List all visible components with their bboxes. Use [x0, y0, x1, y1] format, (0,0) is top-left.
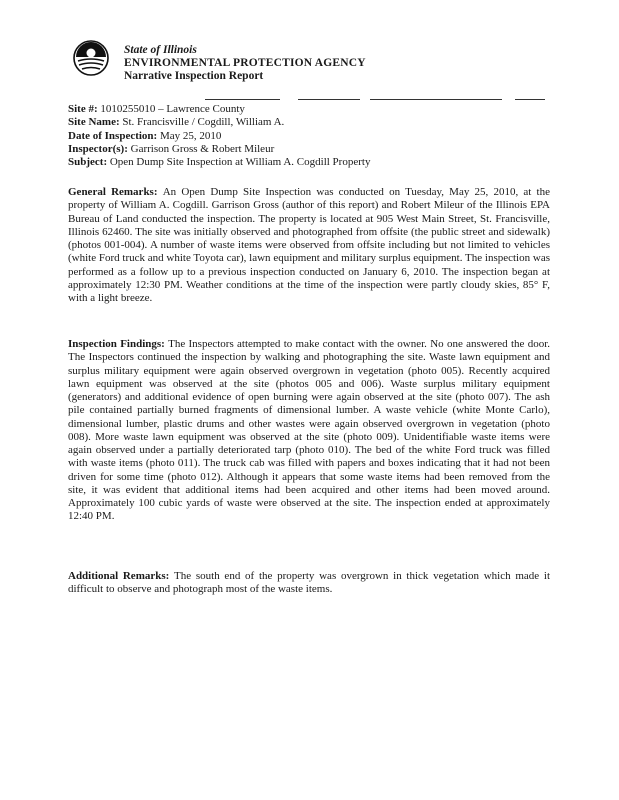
additional-remarks-label: Additional Remarks:: [68, 570, 175, 582]
inspectors-label: Inspector(s):: [68, 142, 131, 155]
inspection-findings-paragraph: [68, 338, 550, 524]
site-info: [68, 103, 370, 169]
inspection-date-label: Date of Inspection:: [68, 129, 160, 142]
site-number-row: [68, 103, 370, 116]
report-type: Narrative Inspection Report: [124, 70, 264, 82]
header-rule: [298, 99, 360, 100]
subject-value: Open Dump Site Inspection at William A. Cogdill Property: [109, 156, 371, 169]
general-remarks-paragraph: [68, 186, 550, 305]
general-remarks-label: General Remarks:: [68, 186, 163, 198]
general-remarks-text: An Open Dump Site Inspection was conducted on Tuesday, May 25, 2010, at the property of William A. Cogdill. Garrison Gross (author of this report) and Robert Mileur of the Illinois EPA Bureau of Land conducted the inspection. The property is located at 905 West Main Street, St. Francisville, Illinois 62460. The site was initially observed and photographed from offsite (the public street and sidewalk) (photos 001-004). A number of waste items were observed from offsite including but not limited to vehicles (white Ford truck and white Toyota car), lawn equipment and military surplus equipment. The inspection was performed as a follow up to a previous inspection conducted on January 6, 2010. The inspection began at approximately 12:30 PM. Weather conditions at the time of the inspection were partly cloudy skies, 85° F, with a light breeze.: [68, 186, 550, 304]
header-rule: [515, 99, 545, 100]
site-name-label: Site Name:: [68, 116, 123, 129]
inspection-date-row: [68, 130, 370, 143]
site-number-label: Site #:: [68, 103, 101, 115]
subject-label: Subject:: [68, 156, 110, 169]
inspection-findings-text: The Inspectors attempted to make contact with the owner. No one answered the door. The Inspectors continued the inspection by walking and photographing the site. Waste lawn equipment and surplus military equipment were again observed overgrown in vegetation (photo 005). Recently acquired lawn equipment was observed at the site (photos 005 and 006). Waste surplus military equipment (generators) and additional evidence of open burning were again observed at the site (photo 007). The ash pile contained partially burned fragments of dimensional lumber. A waste vehicle (white Monte Carlo), dimensional lumber, plastic drums and other wastes were again observed overgrown in vegetation (photo 008). More waste lawn equipment was observed at the site (photo 009). Unidentifiable waste items were again observed under a partially deteriorated tarp (photo 010). The bed of the white Ford truck was filled with waste items (photo 011). The truck cab was filled with papers and boxes indicating that it had not been driven for some time (photo 012). Although it appears that some waste items had been removed from the site, it was evident that additional items had been acquired and other items had been moved around. Approximately 100 cubic yards of waste were observed at the site. The inspection ended at approximately 12:40 PM.: [68, 338, 550, 523]
agency-header: [124, 44, 366, 83]
additional-remarks-text: The south end of the property was overgrown in thick vegetation which made it difficult to observe and photograph most of the waste items.: [68, 570, 550, 596]
illinois-epa-logo-icon: [73, 40, 109, 76]
subject-row: [68, 156, 370, 169]
inspection-date-value: May 25, 2010: [159, 129, 222, 142]
inspection-findings-label: Inspection Findings:: [68, 338, 169, 350]
site-name-value: St. Francisville / Cogdill, William A.: [122, 116, 285, 129]
state-name: State of Illinois: [124, 44, 197, 56]
header-rule: [370, 99, 502, 100]
site-name-row: [68, 116, 370, 129]
header-rule: [205, 99, 280, 100]
additional-remarks-paragraph: [68, 570, 550, 597]
site-number-value: 1010255010 – Lawrence County: [100, 103, 245, 115]
inspectors-value: Garrison Gross & Robert Mileur: [130, 142, 275, 155]
agency-name: ENVIRONMENTAL PROTECTION AGENCY: [124, 57, 366, 69]
inspectors-row: [68, 143, 370, 156]
